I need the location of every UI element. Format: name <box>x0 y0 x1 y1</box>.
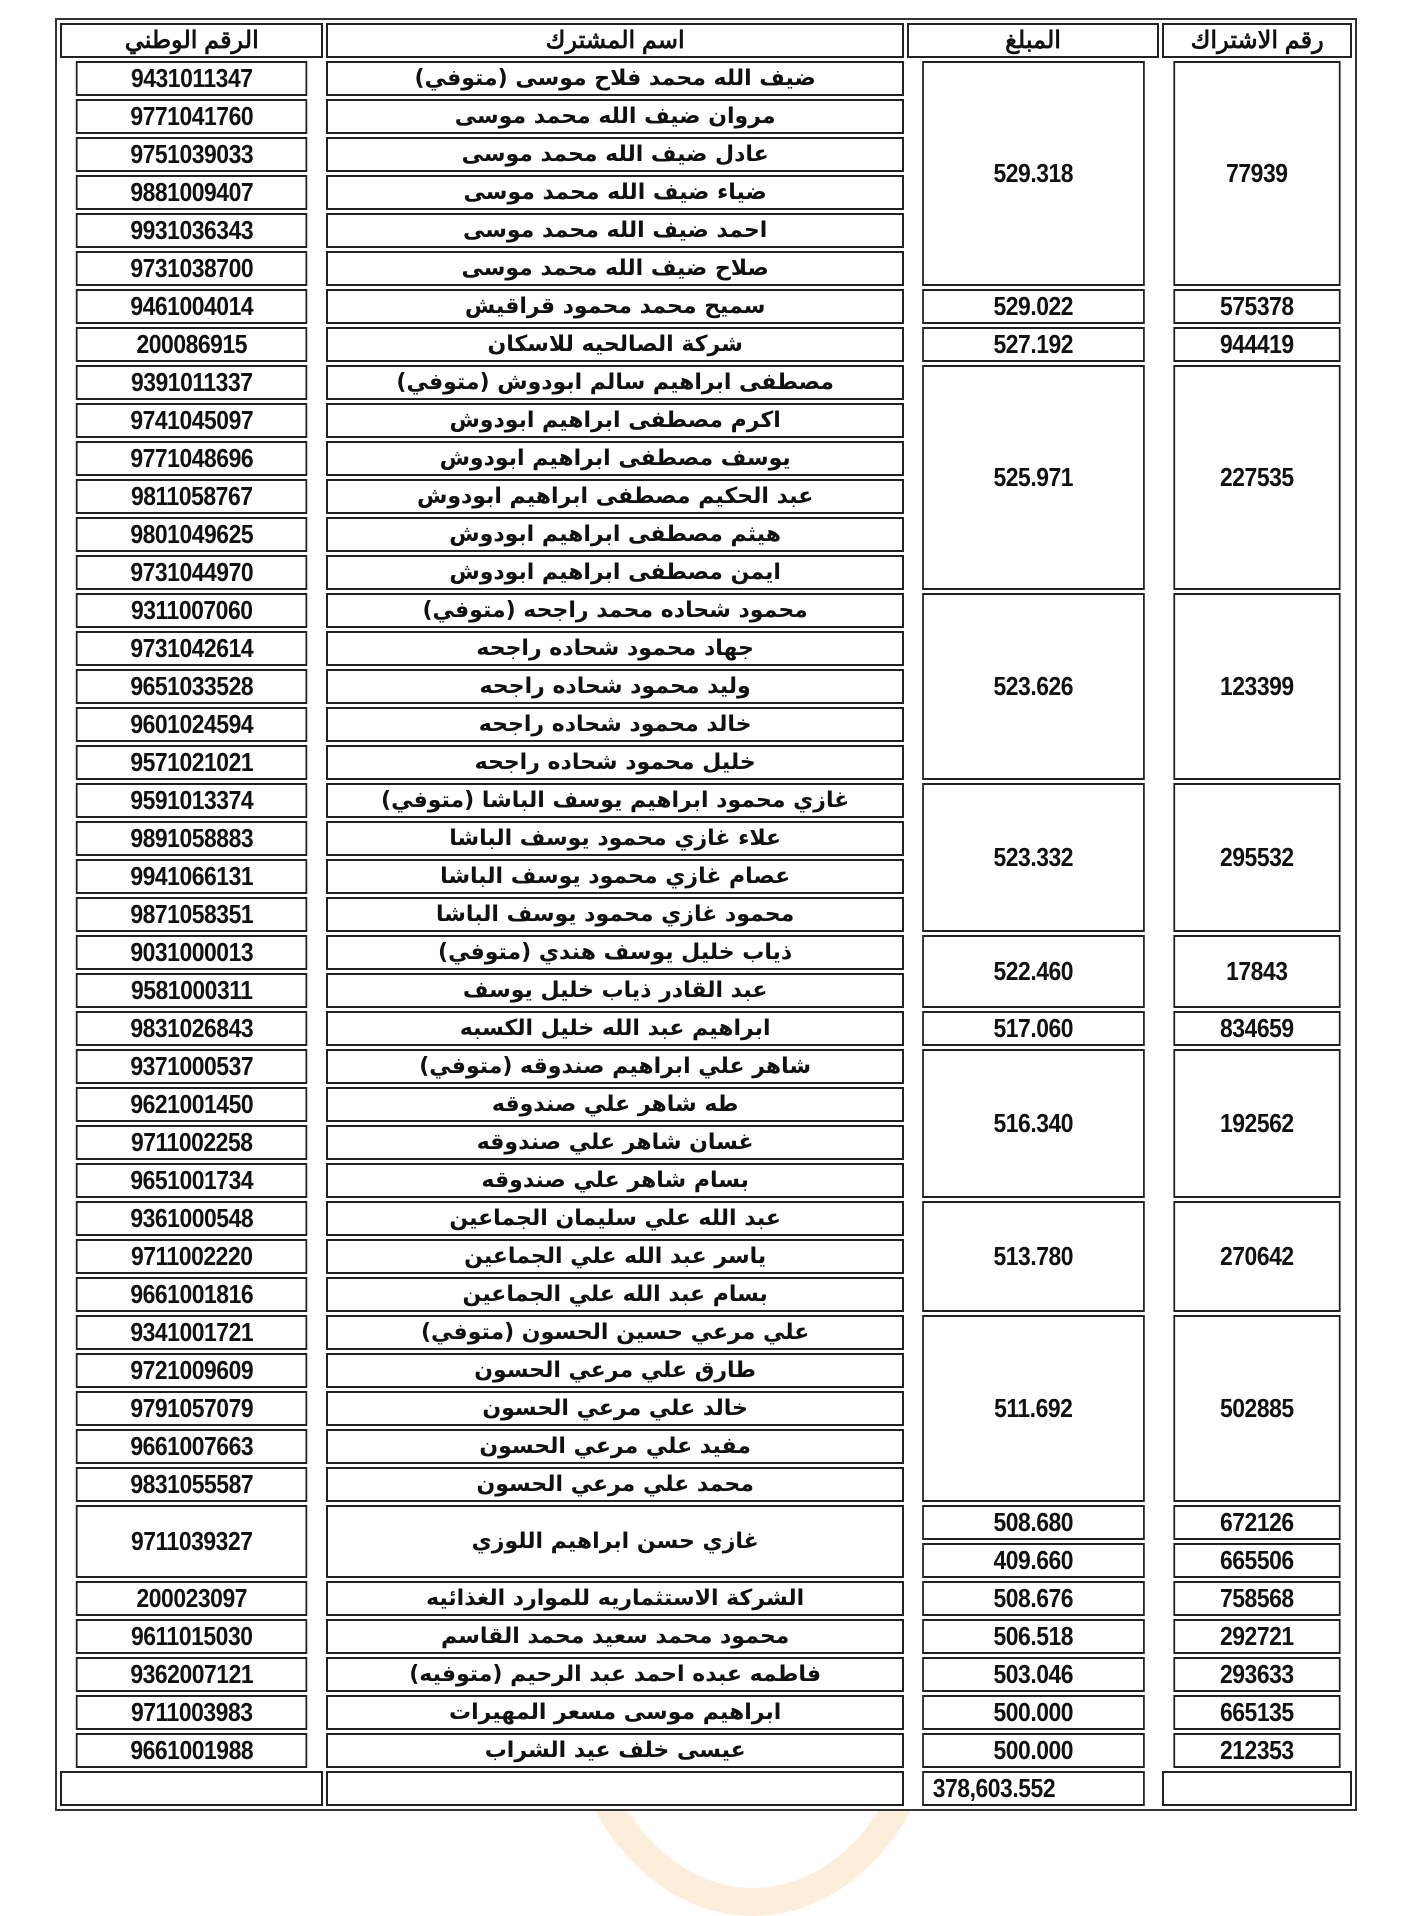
national-id: 9811058767 <box>76 479 308 514</box>
table-row <box>60 859 1352 894</box>
subscriber-name: شركة الصالحيه للاسكان <box>326 327 903 362</box>
subscriber-name: عبد الله علي سليمان الجماعين <box>326 1201 903 1236</box>
national-id: 9661007663 <box>76 1429 308 1464</box>
table-row <box>60 1087 1352 1122</box>
subscriber-name: محمود شحاده محمد راجحه (متوفي) <box>326 593 903 628</box>
national-id: 9611015030 <box>76 1619 308 1654</box>
subscriber-name: سميح محمد محمود قراقيش <box>326 289 903 324</box>
national-id: 9711003983 <box>76 1695 308 1730</box>
table-row <box>60 935 1352 970</box>
table-row <box>60 1619 1352 1654</box>
national-id: 9651033528 <box>76 669 308 704</box>
table-row <box>60 61 1352 96</box>
amount: 517.060 <box>922 1011 1144 1046</box>
subscription-number: 293633 <box>1174 1657 1341 1692</box>
amount: 503.046 <box>922 1657 1144 1692</box>
subscriber-name: غازي محمود ابراهيم يوسف الباشا (متوفي) <box>326 783 903 818</box>
table-row <box>60 745 1352 780</box>
national-id: 9311007060 <box>76 593 308 628</box>
national-id: 9831055587 <box>76 1467 308 1502</box>
table-row <box>60 213 1352 248</box>
national-id: 200023097 <box>76 1581 308 1616</box>
amount: 529.022 <box>922 289 1144 324</box>
header-amount: المبلغ <box>907 23 1160 58</box>
national-id: 9601024594 <box>76 707 308 742</box>
national-id: 9831026843 <box>76 1011 308 1046</box>
national-id: 9581000311 <box>76 973 308 1008</box>
table-row <box>60 783 1352 818</box>
table-row <box>60 1277 1352 1312</box>
subscriber-name: بسام عبد الله علي الجماعين <box>326 1277 903 1312</box>
table-row <box>60 1315 1352 1350</box>
table-row <box>60 403 1352 438</box>
subscription-number: 270642 <box>1174 1201 1341 1312</box>
national-id: 9361000548 <box>76 1201 308 1236</box>
subscriber-name: محمود غازي محمود يوسف الباشا <box>326 897 903 932</box>
subscriber-name: جهاد محمود شحاده راجحه <box>326 631 903 666</box>
amount: 500.000 <box>922 1733 1144 1768</box>
amount: 529.318 <box>922 61 1144 286</box>
subscription-number: 123399 <box>1174 593 1341 780</box>
table-row <box>60 1049 1352 1084</box>
table-row <box>60 1581 1352 1616</box>
subscription-number: 758568 <box>1174 1581 1341 1616</box>
national-id: 9711002258 <box>76 1125 308 1160</box>
table-row <box>60 1201 1352 1236</box>
amount: 508.680 <box>922 1505 1144 1540</box>
subscriber-name: محمود محمد سعيد محمد القاسم <box>326 1619 903 1654</box>
national-id: 9711002220 <box>76 1239 308 1274</box>
table-row <box>60 137 1352 172</box>
national-id: 9341001721 <box>76 1315 308 1350</box>
subscribers-table <box>55 18 1357 1811</box>
national-id: 200086915 <box>76 327 308 362</box>
national-id: 9731044970 <box>76 555 308 590</box>
national-id: 9031000013 <box>76 935 308 970</box>
national-id: 9771041760 <box>76 99 308 134</box>
subscriber-name: ذياب خليل يوسف هندي (متوفي) <box>326 935 903 970</box>
national-id: 9731042614 <box>76 631 308 666</box>
table-row <box>60 1733 1352 1768</box>
amount: 409.660 <box>922 1543 1144 1578</box>
national-id: 9871058351 <box>76 897 308 932</box>
table-row <box>60 1505 1352 1540</box>
subscriber-name: غسان شاهر علي صندوقه <box>326 1125 903 1160</box>
subscriber-name: خليل محمود شحاده راجحه <box>326 745 903 780</box>
subscriber-name: مروان ضيف الله محمد موسى <box>326 99 903 134</box>
amount: 523.626 <box>922 593 1144 780</box>
table-row <box>60 327 1352 362</box>
subscription-number: 834659 <box>1174 1011 1341 1046</box>
subscription-number: 944419 <box>1174 327 1341 362</box>
subscriber-name: اكرم مصطفى ابراهيم ابودوش <box>326 403 903 438</box>
subscriber-name: الشركة الاستثماريه للموارد الغذائيه <box>326 1581 903 1616</box>
subscriber-name: غازي حسن ابراهيم اللوزي <box>326 1505 903 1578</box>
total-row <box>60 1771 1352 1806</box>
subscription-number: 17843 <box>1174 935 1341 1008</box>
subscriber-name: يوسف مصطفى ابراهيم ابودوش <box>326 441 903 476</box>
subscriber-name: شاهر علي ابراهيم صندوقه (متوفي) <box>326 1049 903 1084</box>
total-empty-cell <box>326 1771 903 1806</box>
subscriber-name: طه شاهر علي صندوقه <box>326 1087 903 1122</box>
table-row <box>60 669 1352 704</box>
table-row <box>60 1163 1352 1198</box>
national-id: 9571021021 <box>76 745 308 780</box>
national-id: 9741045097 <box>76 403 308 438</box>
subscriber-name: ياسر عبد الله علي الجماعين <box>326 1239 903 1274</box>
table-row <box>60 897 1352 932</box>
header-subscription: رقم الاشتراك <box>1162 23 1352 58</box>
table-row <box>60 1429 1352 1464</box>
amount: 506.518 <box>922 1619 1144 1654</box>
subscription-number: 672126 <box>1174 1505 1341 1540</box>
table-row <box>60 289 1352 324</box>
table-header-row <box>60 23 1352 58</box>
subscription-number: 665506 <box>1174 1543 1341 1578</box>
national-id: 9771048696 <box>76 441 308 476</box>
table-row <box>60 1695 1352 1730</box>
amount: 508.676 <box>922 1581 1144 1616</box>
national-id: 9371000537 <box>76 1049 308 1084</box>
national-id: 9591013374 <box>76 783 308 818</box>
subscriber-name: عصام غازي محمود يوسف الباشا <box>326 859 903 894</box>
subscription-number: 192562 <box>1174 1049 1341 1198</box>
table-row <box>60 631 1352 666</box>
national-id: 9661001988 <box>76 1733 308 1768</box>
subscriber-name: هيثم مصطفى ابراهيم ابودوش <box>326 517 903 552</box>
table-row <box>60 973 1352 1008</box>
subscriber-name: فاطمه عبده احمد عبد الرحيم (متوفيه) <box>326 1657 903 1692</box>
subscriber-name: علي مرعي حسين الحسون (متوفي) <box>326 1315 903 1350</box>
subscriber-name: مصطفى ابراهيم سالم ابودوش (متوفي) <box>326 365 903 400</box>
table-row <box>60 1657 1352 1692</box>
table-row <box>60 365 1352 400</box>
header-name: اسم المشترك <box>326 23 903 58</box>
subscriber-name: خالد محمود شحاده راجحه <box>326 707 903 742</box>
subscription-number: 665135 <box>1174 1695 1341 1730</box>
national-id: 9651001734 <box>76 1163 308 1198</box>
subscriber-name: صلاح ضيف الله محمد موسى <box>326 251 903 286</box>
national-id: 9721009609 <box>76 1353 308 1388</box>
subscriber-name: محمد علي مرعي الحسون <box>326 1467 903 1502</box>
subscription-number: 212353 <box>1174 1733 1341 1768</box>
amount: 513.780 <box>922 1201 1144 1312</box>
table-row <box>60 99 1352 134</box>
subscriber-name: عبد القادر ذياب خليل يوسف <box>326 973 903 1008</box>
national-id: 9362007121 <box>76 1657 308 1692</box>
table-row <box>60 1391 1352 1426</box>
subscriber-name: ابراهيم عبد الله خليل الكسبه <box>326 1011 903 1046</box>
total-amount: 378,603.552 <box>922 1771 1144 1806</box>
table-row <box>60 517 1352 552</box>
national-id: 9711039327 <box>76 1505 308 1578</box>
table-row <box>60 707 1352 742</box>
table-row <box>60 593 1352 628</box>
table-row <box>60 555 1352 590</box>
national-id: 9731038700 <box>76 251 308 286</box>
subscriber-name: علاء غازي محمود يوسف الباشا <box>326 821 903 856</box>
subscription-number: 502885 <box>1174 1315 1341 1502</box>
national-id: 9931036343 <box>76 213 308 248</box>
subscription-number: 227535 <box>1174 365 1341 590</box>
table-row <box>60 1011 1352 1046</box>
subscriber-name: عيسى خلف عيد الشراب <box>326 1733 903 1768</box>
subscriber-name: طارق علي مرعي الحسون <box>326 1353 903 1388</box>
amount: 516.340 <box>922 1049 1144 1198</box>
amount: 523.332 <box>922 783 1144 932</box>
subscriber-name: احمد ضيف الله محمد موسى <box>326 213 903 248</box>
table-row <box>60 175 1352 210</box>
table-row <box>60 1353 1352 1388</box>
table-row <box>60 479 1352 514</box>
subscriber-name: بسام شاهر علي صندوقه <box>326 1163 903 1198</box>
subscription-number: 77939 <box>1174 61 1341 286</box>
amount: 527.192 <box>922 327 1144 362</box>
subscription-number: 575378 <box>1174 289 1341 324</box>
amount: 500.000 <box>922 1695 1144 1730</box>
national-id: 9461004014 <box>76 289 308 324</box>
national-id: 9751039033 <box>76 137 308 172</box>
subscriber-name: عادل ضيف الله محمد موسى <box>326 137 903 172</box>
subscriber-name: مفيد علي مرعي الحسون <box>326 1429 903 1464</box>
amount: 511.692 <box>922 1315 1144 1502</box>
national-id: 9431011347 <box>76 61 308 96</box>
table-row <box>60 1467 1352 1502</box>
subscriber-name: ضياء ضيف الله محمد موسى <box>326 175 903 210</box>
total-empty-cell <box>60 1771 323 1806</box>
amount: 522.460 <box>922 935 1144 1008</box>
subscriber-name: عبد الحكيم مصطفى ابراهيم ابودوش <box>326 479 903 514</box>
national-id: 9791057079 <box>76 1391 308 1426</box>
national-id: 9391011337 <box>76 365 308 400</box>
table-row <box>60 441 1352 476</box>
header-national-id: الرقم الوطني <box>60 23 323 58</box>
table-row <box>60 821 1352 856</box>
table-row <box>60 1125 1352 1160</box>
subscriber-name: ايمن مصطفى ابراهيم ابودوش <box>326 555 903 590</box>
table-row <box>60 1239 1352 1274</box>
subscription-number: 295532 <box>1174 783 1341 932</box>
national-id: 9881009407 <box>76 175 308 210</box>
total-empty-cell <box>1162 1771 1352 1806</box>
subscriber-name: ابراهيم موسى مسعر المهيرات <box>326 1695 903 1730</box>
national-id: 9661001816 <box>76 1277 308 1312</box>
national-id: 9621001450 <box>76 1087 308 1122</box>
table-row <box>60 251 1352 286</box>
national-id: 9801049625 <box>76 517 308 552</box>
subscriber-name: وليد محمود شحاده راجحه <box>326 669 903 704</box>
subscriber-name: ضيف الله محمد فلاح موسى (متوفي) <box>326 61 903 96</box>
national-id: 9941066131 <box>76 859 308 894</box>
amount: 525.971 <box>922 365 1144 590</box>
subscriber-name: خالد علي مرعي الحسون <box>326 1391 903 1426</box>
national-id: 9891058883 <box>76 821 308 856</box>
subscription-number: 292721 <box>1174 1619 1341 1654</box>
